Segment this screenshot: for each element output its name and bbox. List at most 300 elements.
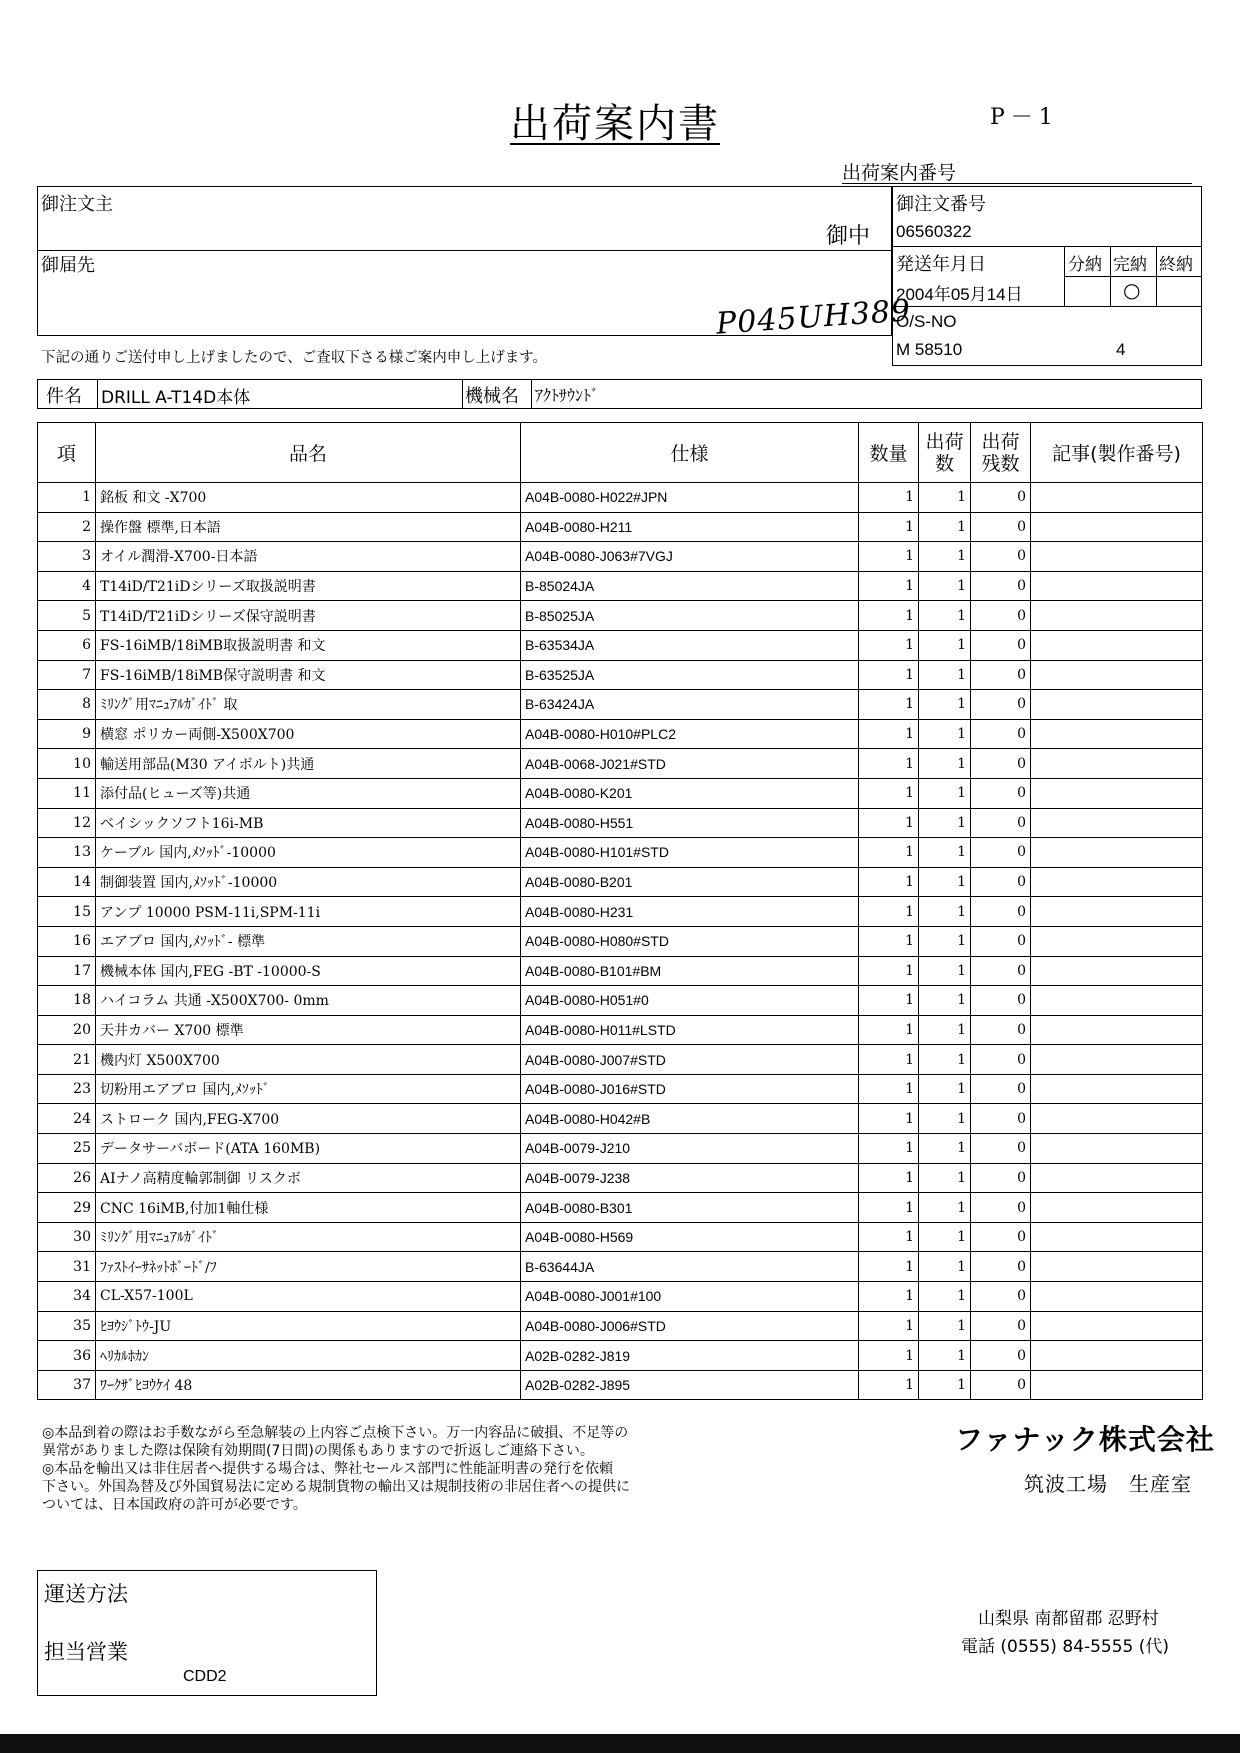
item-remarks-cell [1031,1222,1203,1252]
item-shipped-cell: 1 [919,1311,971,1341]
item-shipped-cell: 1 [919,1134,971,1164]
item-name-cell: ハイコラム 共通 -X500X700- 0mm [96,986,521,1016]
item-no-cell: 14 [38,867,96,897]
item-no-cell: 3 [38,542,96,572]
item-spec-cell: A04B-0079-J238 [521,1163,859,1193]
table-row [38,1045,1203,1075]
table-row [38,778,1203,808]
item-name-cell: 輸送用部品(M30 アイボルト)共通 [96,749,521,779]
item-name-cell: FS-16iMB/18iMB取扱説明書 和文 [96,630,521,660]
item-spec-cell: A04B-0080-H551 [521,808,859,838]
item-remaining-cell: 0 [971,1193,1031,1223]
item-remaining-cell: 0 [971,808,1031,838]
table-row [38,1252,1203,1282]
item-spec-cell: A04B-0080-B301 [521,1193,859,1223]
item-remaining-cell: 0 [971,1015,1031,1045]
table-row [38,986,1203,1016]
item-name-cell: オイル潤滑-X700-日本語 [96,542,521,572]
table-row [38,1222,1203,1252]
item-shipped-cell: 1 [919,483,971,513]
item-shipped-cell: 1 [919,719,971,749]
item-remaining-cell: 0 [971,1282,1031,1312]
table-row [38,1341,1203,1371]
table-row [38,1193,1203,1223]
table-row [38,483,1203,513]
item-remaining-cell: 0 [971,926,1031,956]
os-no-suffix: 4 [1116,340,1126,359]
item-remaining-cell: 0 [971,1104,1031,1134]
item-name-cell: エアブロ 国内,ﾒｿｯﾄﾞ- 標準 [96,926,521,956]
item-remarks-cell [1031,808,1203,838]
item-name-cell: アンプ 10000 PSM-11i,SPM-11i [96,897,521,927]
item-no-cell: 5 [38,601,96,631]
table-row [38,1134,1203,1164]
item-no-cell: 36 [38,1341,96,1371]
orderer-label: 御注文主 [41,194,113,215]
item-no-cell: 12 [38,808,96,838]
item-no-cell: 9 [38,719,96,749]
item-name-cell: 横窓 ポリカー両側-X500X700 [96,719,521,749]
item-shipped-cell: 1 [919,1193,971,1223]
item-qty-cell: 1 [859,690,919,720]
item-no-cell: 16 [38,926,96,956]
item-remarks-cell [1031,1252,1203,1282]
item-spec-cell: A04B-0080-H051#0 [521,986,859,1016]
item-qty-cell: 1 [859,1104,919,1134]
item-remaining-cell: 0 [971,778,1031,808]
item-no-cell: 34 [38,1282,96,1312]
item-spec-cell: A04B-0080-H080#STD [521,926,859,956]
item-remarks-cell [1031,1163,1203,1193]
item-shipped-cell: 1 [919,660,971,690]
item-no-cell: 11 [38,778,96,808]
item-shipped-cell: 1 [919,838,971,868]
item-remarks-cell [1031,719,1203,749]
item-remarks-cell [1031,867,1203,897]
item-shipped-cell: 1 [919,1252,971,1282]
table-row [38,956,1203,986]
partial-delivery-label: 分納 [1068,255,1102,275]
item-remarks-cell [1031,749,1203,779]
item-remarks-cell [1031,542,1203,572]
item-no-cell: 7 [38,660,96,690]
item-name-cell: CNC 16iMB,付加1軸仕様 [96,1193,521,1223]
item-shipped-cell: 1 [919,749,971,779]
table-row [38,1074,1203,1104]
item-no-cell: 37 [38,1370,96,1400]
item-remaining-cell: 0 [971,1074,1031,1104]
item-shipped-cell: 1 [919,1015,971,1045]
honorific-label: 御中 [826,224,871,249]
company-address: 山梨県 南都留郡 忍野村 [978,1609,1159,1629]
item-name-cell: 制御装置 国内,ﾒｿｯﾄﾞ-10000 [96,867,521,897]
table-row [38,897,1203,927]
complete-delivery-mark: ○ [1123,278,1141,302]
item-remarks-cell [1031,956,1203,986]
col-no-header: 項 [38,423,96,483]
item-qty-cell: 1 [859,571,919,601]
ship-date-value: 2004年05月14日 [896,285,1023,304]
item-remaining-cell: 0 [971,986,1031,1016]
item-name-cell: 機械本体 国内,FEG -BT -10000-S [96,956,521,986]
item-spec-cell: A04B-0080-H231 [521,897,859,927]
item-remarks-cell [1031,838,1203,868]
item-qty-cell: 1 [859,1370,919,1400]
sales-rep-label: 担当営業 [44,1640,128,1664]
item-qty-cell: 1 [859,1134,919,1164]
table-row [38,719,1203,749]
item-qty-cell: 1 [859,1015,919,1045]
item-qty-cell: 1 [859,483,919,513]
os-no-value: M 58510 [896,340,963,359]
item-shipped-cell: 1 [919,867,971,897]
item-spec-cell: A02B-0282-J895 [521,1370,859,1400]
note-line: ◎本品を輸出又は非住居者へ提供する場合は、弊社セールス部門に性能証明書の発行を依頼 [42,1461,613,1477]
table-row [38,1311,1203,1341]
item-qty-cell: 1 [859,1193,919,1223]
subject-value: DRILL A-T14D本体 [101,388,251,408]
transport-method-label: 運送方法 [44,1582,128,1606]
item-remaining-cell: 0 [971,601,1031,631]
document-title: 出荷案内書 [510,101,720,147]
delivery-type-header-line [1064,276,1202,277]
item-qty-cell: 1 [859,1282,919,1312]
item-qty-cell: 1 [859,1252,919,1282]
item-remaining-cell: 0 [971,542,1031,572]
item-qty-cell: 1 [859,838,919,868]
handwritten-note: P045UH389 [715,293,913,342]
item-shipped-cell: 1 [919,571,971,601]
item-remaining-cell: 0 [971,956,1031,986]
item-no-cell: 24 [38,1104,96,1134]
item-spec-cell: A04B-0080-H011#LSTD [521,1015,859,1045]
item-qty-cell: 1 [859,926,919,956]
item-shipped-cell: 1 [919,1163,971,1193]
os-no-label: O/S-NO [896,312,957,331]
page-number: P－1 [990,105,1059,130]
item-remaining-cell: 0 [971,1311,1031,1341]
item-shipped-cell: 1 [919,1074,971,1104]
notes-block [42,1424,722,1514]
item-no-cell: 20 [38,1015,96,1045]
cover-message: 下記の通りご送付申し上げましたので、ご査収下さる様ご案内申し上げます。 [41,350,548,366]
item-name-cell: ベイシックソフト16i-MB [96,808,521,838]
sales-rep-code: CDD2 [183,1668,227,1685]
machine-name-value: ｱｸﾄｻｳﾝﾄﾞ [535,386,600,405]
item-remarks-cell [1031,512,1203,542]
item-shipped-cell: 1 [919,926,971,956]
delivery-label: 御届先 [41,255,95,276]
item-remaining-cell: 0 [971,1045,1031,1075]
item-spec-cell: A04B-0080-H569 [521,1222,859,1252]
order-no-label: 御注文番号 [896,194,986,215]
item-qty-cell: 1 [859,897,919,927]
item-remaining-cell: 0 [971,571,1031,601]
item-spec-cell: A04B-0080-J063#7VGJ [521,542,859,572]
item-name-cell: 切粉用エアブロ 国内,ﾒｿｯﾄﾞ [96,1074,521,1104]
item-no-cell: 17 [38,956,96,986]
item-spec-cell: A04B-0080-H101#STD [521,838,859,868]
item-spec-cell: B-63525JA [521,660,859,690]
item-name-cell: 添付品(ヒューズ等)共通 [96,778,521,808]
item-shipped-cell: 1 [919,808,971,838]
item-remaining-cell: 0 [971,1370,1031,1400]
item-qty-cell: 1 [859,867,919,897]
item-shipped-cell: 1 [919,542,971,572]
item-no-cell: 31 [38,1252,96,1282]
table-row [38,601,1203,631]
item-qty-cell: 1 [859,1341,919,1371]
table-row [38,630,1203,660]
item-remaining-cell: 0 [971,1163,1031,1193]
item-remarks-cell [1031,630,1203,660]
item-name-cell: 操作盤 標準,日本語 [96,512,521,542]
item-name-cell: ﾋﾖｳｼﾞﾄｳ-JU [96,1311,521,1341]
table-row [38,749,1203,779]
item-shipped-cell: 1 [919,956,971,986]
note-line: ついては、日本国政府の許可が必要です。 [42,1497,307,1513]
complete-delivery-label: 完納 [1113,255,1147,275]
item-no-cell: 15 [38,897,96,927]
items-table [37,422,1203,1400]
item-remarks-cell [1031,1074,1203,1104]
item-no-cell: 30 [38,1222,96,1252]
item-remarks-cell [1031,1370,1203,1400]
item-remaining-cell: 0 [971,867,1031,897]
item-spec-cell: A04B-0080-H211 [521,512,859,542]
item-spec-cell: A04B-0080-J007#STD [521,1045,859,1075]
item-name-cell: データサーバボード(ATA 160MB) [96,1134,521,1164]
item-remarks-cell [1031,1045,1203,1075]
item-no-cell: 21 [38,1045,96,1075]
col-shipped-header: 出荷 数 [919,423,971,483]
item-remaining-cell: 0 [971,483,1031,513]
item-remaining-cell: 0 [971,1341,1031,1371]
col-spec-header: 仕様 [521,423,859,483]
table-row [38,867,1203,897]
item-qty-cell: 1 [859,1074,919,1104]
item-shipped-cell: 1 [919,601,971,631]
shipment-number-underline [842,183,1192,184]
item-shipped-cell: 1 [919,1045,971,1075]
item-no-cell: 4 [38,571,96,601]
item-remarks-cell [1031,986,1203,1016]
item-remarks-cell [1031,483,1203,513]
company-department: 筑波工場 生産室 [1024,1472,1192,1496]
final-delivery-label: 終納 [1159,255,1193,275]
item-spec-cell: A04B-0080-J016#STD [521,1074,859,1104]
item-remarks-cell [1031,660,1203,690]
company-name: ファナック株式会社 [955,1423,1215,1456]
item-spec-cell: B-63534JA [521,630,859,660]
subject-divider-2 [462,379,463,409]
item-no-cell: 18 [38,986,96,1016]
item-remaining-cell: 0 [971,512,1031,542]
table-row [38,1015,1203,1045]
table-row [38,571,1203,601]
scan-edge-bar [0,1734,1240,1753]
item-name-cell: 機内灯 X500X700 [96,1045,521,1075]
subject-divider-1 [97,379,98,409]
item-shipped-cell: 1 [919,778,971,808]
item-spec-cell: A04B-0080-B101#BM [521,956,859,986]
item-shipped-cell: 1 [919,1104,971,1134]
item-qty-cell: 1 [859,601,919,631]
item-shipped-cell: 1 [919,1222,971,1252]
item-no-cell: 6 [38,630,96,660]
item-remarks-cell [1031,897,1203,927]
item-remaining-cell: 0 [971,690,1031,720]
item-qty-cell: 1 [859,1163,919,1193]
item-name-cell: ストローク 国内,FEG-X700 [96,1104,521,1134]
item-name-cell: 天井カバー X700 標準 [96,1015,521,1045]
company-phone: 電話 (0555) 84-5555 (代) [961,1637,1170,1657]
item-spec-cell: B-63644JA [521,1252,859,1282]
item-qty-cell: 1 [859,719,919,749]
item-spec-cell: A04B-0068-J021#STD [521,749,859,779]
col-name-header: 品名 [96,423,521,483]
table-row [38,838,1203,868]
item-no-cell: 29 [38,1193,96,1223]
table-row [38,690,1203,720]
item-remaining-cell: 0 [971,1252,1031,1282]
item-no-cell: 13 [38,838,96,868]
item-shipped-cell: 1 [919,897,971,927]
item-qty-cell: 1 [859,1045,919,1075]
note-line: 異常がありました際は保険有効期間(7日間)の関係もありますので折返しご連絡下さい。 [42,1443,594,1459]
item-name-cell: 銘板 和文 -X700 [96,483,521,513]
item-spec-cell: A04B-0080-H022#JPN [521,483,859,513]
table-row [38,512,1203,542]
item-name-cell: ﾌｧｽﾄｲｰｻﾈｯﾄﾎﾞｰﾄﾞ/ﾌ [96,1252,521,1282]
item-spec-cell: A02B-0282-J819 [521,1341,859,1371]
item-no-cell: 35 [38,1311,96,1341]
item-name-cell: ﾍﾘｶﾙﾎｶﾝ [96,1341,521,1371]
item-remaining-cell: 0 [971,749,1031,779]
item-name-cell: AIナノ高精度輪郭制御 リスクボ [96,1163,521,1193]
item-qty-cell: 1 [859,512,919,542]
item-qty-cell: 1 [859,986,919,1016]
item-name-cell: T14iD/T21iDシリーズ保守説明書 [96,601,521,631]
item-shipped-cell: 1 [919,690,971,720]
machine-name-label: 機械名 [465,386,519,407]
item-no-cell: 25 [38,1134,96,1164]
item-shipped-cell: 1 [919,1370,971,1400]
item-remarks-cell [1031,1282,1203,1312]
item-name-cell: ケーブル 国内,ﾒｿｯﾄﾞ-10000 [96,838,521,868]
item-spec-cell: B-63424JA [521,690,859,720]
item-remarks-cell [1031,690,1203,720]
item-remarks-cell [1031,1341,1203,1371]
item-remarks-cell [1031,1193,1203,1223]
item-no-cell: 1 [38,483,96,513]
item-shipped-cell: 1 [919,986,971,1016]
item-remarks-cell [1031,601,1203,631]
shipment-number-label: 出荷案内番号 [842,162,957,184]
item-spec-cell: A04B-0080-H042#B [521,1104,859,1134]
item-name-cell: FS-16iMB/18iMB保守説明書 和文 [96,660,521,690]
item-spec-cell: A04B-0080-B201 [521,867,859,897]
item-name-cell: ﾐﾘﾝｸﾞ用ﾏﾆｭｱﾙｶﾞｲﾄﾞ [96,1222,521,1252]
item-qty-cell: 1 [859,1311,919,1341]
item-name-cell: ﾜｰｸｻﾞﾋﾖｳｹｲ 48 [96,1370,521,1400]
subject-label: 件名 [46,386,82,407]
item-spec-cell: A04B-0080-K201 [521,778,859,808]
table-row [38,926,1203,956]
item-spec-cell: B-85024JA [521,571,859,601]
item-shipped-cell: 1 [919,1282,971,1312]
table-row [38,808,1203,838]
col-remarks-header: 記事(製作番号) [1031,423,1203,483]
item-qty-cell: 1 [859,660,919,690]
item-remaining-cell: 0 [971,719,1031,749]
table-row [38,1163,1203,1193]
item-remaining-cell: 0 [971,1134,1031,1164]
item-no-cell: 2 [38,512,96,542]
item-name-cell: T14iD/T21iDシリーズ取扱説明書 [96,571,521,601]
item-remaining-cell: 0 [971,897,1031,927]
item-shipped-cell: 1 [919,1341,971,1371]
item-shipped-cell: 1 [919,512,971,542]
col-qty-header: 数量 [859,423,919,483]
item-qty-cell: 1 [859,749,919,779]
item-no-cell: 10 [38,749,96,779]
item-remarks-cell [1031,1104,1203,1134]
item-name-cell: CL-X57-100L [96,1282,521,1312]
orderer-redacted [150,198,230,238]
item-spec-cell: A04B-0080-J006#STD [521,1311,859,1341]
item-no-cell: 26 [38,1163,96,1193]
item-qty-cell: 1 [859,808,919,838]
item-name-cell: ﾐﾘﾝｸﾞ用ﾏﾆｭｱﾙｶﾞｲﾄﾞ 取 [96,690,521,720]
item-remarks-cell [1031,1134,1203,1164]
item-no-cell: 8 [38,690,96,720]
item-spec-cell: B-85025JA [521,601,859,631]
item-spec-cell: A04B-0080-H010#PLC2 [521,719,859,749]
table-row [38,1282,1203,1312]
table-row [38,660,1203,690]
item-spec-cell: A04B-0079-J210 [521,1134,859,1164]
item-remaining-cell: 0 [971,838,1031,868]
item-qty-cell: 1 [859,542,919,572]
item-remaining-cell: 0 [971,630,1031,660]
item-remarks-cell [1031,571,1203,601]
table-row [38,542,1203,572]
item-remarks-cell [1031,1015,1203,1045]
items-header-row [38,423,1203,483]
ship-date-label: 発送年月日 [896,254,986,275]
item-remarks-cell [1031,778,1203,808]
item-remarks-cell [1031,926,1203,956]
orderer-divider [37,250,892,251]
item-remaining-cell: 0 [971,660,1031,690]
table-row [38,1370,1203,1400]
item-qty-cell: 1 [859,630,919,660]
item-remaining-cell: 0 [971,1222,1031,1252]
col-remaining-header: 出荷 残数 [971,423,1031,483]
item-spec-cell: A04B-0080-J001#100 [521,1282,859,1312]
item-remarks-cell [1031,1311,1203,1341]
order-info-divider-2 [892,306,1202,307]
subject-divider-3 [531,379,532,409]
item-shipped-cell: 1 [919,630,971,660]
item-no-cell: 23 [38,1074,96,1104]
table-row [38,1104,1203,1134]
order-no-value: 06560322 [896,222,972,241]
note-line: ◎本品到着の際はお手数ながら至急解装の上内容ご点検下さい。万一内容品に破損、不足等の [42,1425,629,1441]
item-qty-cell: 1 [859,1222,919,1252]
note-line: 下さい。外国為替及び外国貿易法に定める規制貨物の輸出又は規制技術の非居住者への提供に [42,1479,630,1495]
